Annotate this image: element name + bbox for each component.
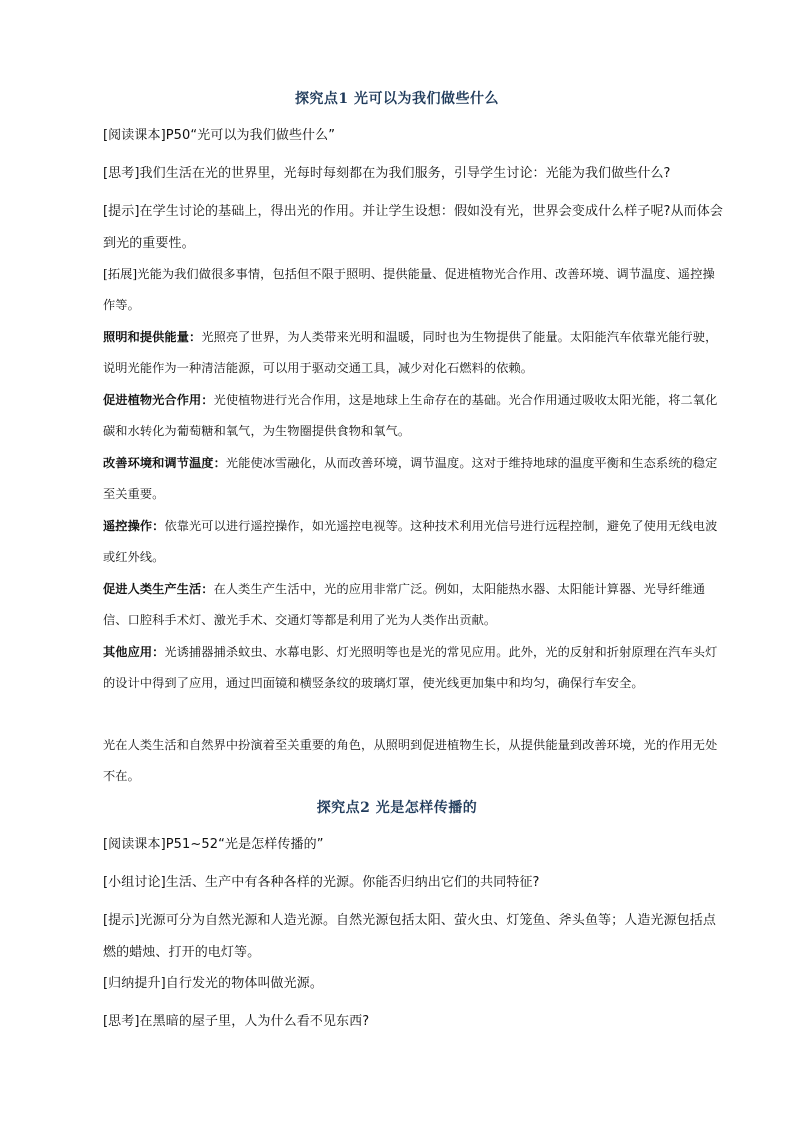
paragraph-lead: 改善环境和调节温度：	[103, 456, 226, 470]
paragraph-read-textbook-2: [阅读课本]P51~52“光是怎样传播的”	[103, 837, 324, 852]
paragraph-summary: 光在人类生活和自然界中扮演着至关重要的角色，从照明到促进植物生长，从提供能量到改善环境，光的作用无处不在。	[103, 738, 718, 783]
paragraph-lead: 其他应用：	[103, 645, 165, 659]
paragraph-body: 在人类生产生活中，光的应用非常广泛。例如，太阳能热水器、太阳能计算器、光导纤维通信、口腔科手术灯、激光手术、交通灯等都是利用了光为人类作出贡献。	[103, 582, 706, 627]
paragraph-body: 光照亮了世界，为人类带来光明和温暖，同时也为生物提供了能量。太阳能汽车依靠光能行驶，说明光能作为一种清洁能源，可以用于驱动交通工具，减少对化石燃料的依赖。	[103, 330, 718, 375]
paragraph-hint-2: [提示]光源可分为自然光源和人造光源。自然光源包括太阳、萤火虫、灯笼鱼、斧头鱼等；人造光源包括点燃的蜡烛、打开的电灯等。	[103, 913, 716, 960]
paragraph-group-discussion: [小组讨论]生活、生产中有各种各样的光源。你能否归纳出它们的共同特征?	[103, 875, 540, 890]
paragraph-body: 光诱捕器捕杀蚊虫、水幕电影、灯光照明等也是光的常见应用。此外，光的反射和折射原理在汽车头灯的设计中得到了应用，通过凹面镜和横竖条纹的玻璃灯罩，使光线更加集中和均匀，确保行车安全。	[103, 645, 718, 690]
paragraph-photosynthesis	[103, 385, 723, 447]
paragraph-remote-control	[103, 511, 723, 573]
paragraph-lead: 促进植物光合作用：	[103, 393, 214, 407]
paragraph-extension: [拓展]光能为我们做很多事情，包括但不限于照明、提供能量、促进植物光合作用、改善环境、调节温度、遥控操作等。	[103, 267, 715, 312]
paragraph-body: 依靠光可以进行遥控操作，如光遥控电视等。这种技术利用光信号进行远程控制，避免了使用无线电波或红外线。	[103, 519, 718, 564]
paragraph-lighting-energy	[103, 322, 723, 384]
paragraph-read-textbook-1: [阅读课本]P50“光可以为我们做些什么”	[103, 128, 336, 143]
paragraph-other-applications	[103, 637, 723, 699]
paragraph-lead: 遥控操作：	[103, 519, 165, 533]
paragraph-production-life	[103, 574, 723, 636]
paragraph-lead: 促进人类生产生活：	[103, 582, 214, 596]
paragraph-environment-temperature	[103, 448, 723, 510]
paragraph-body: 光使植物进行光合作用，这是地球上生命存在的基础。光合作用通过吸收太阳光能，将二氧化碳和水转化为葡萄糖和氧气，为生物圈提供食物和氧气。	[103, 393, 718, 438]
paragraph-hint-1: [提示]在学生讨论的基础上，得出光的作用。并让学生设想：假如没有光，世界会变成什么样子呢?从而体会到光的重要性。	[103, 204, 723, 251]
section-heading-2: 探究点2 光是怎样传播的	[316, 800, 478, 816]
paragraph-think-2: [思考]在黑暗的屋子里，人为什么看不见东西?	[103, 1014, 370, 1029]
paragraph-conclusion: [归纳提升]自行发光的物体叫做光源。	[103, 976, 323, 991]
paragraph-lead: 照明和提供能量：	[103, 330, 202, 344]
paragraph-body: 光能使冰雪融化，从而改善环境，调节温度。这对于维持地球的温度平衡和生态系统的稳定至关重要。	[103, 456, 718, 501]
paragraph-think-1: [思考]我们生活在光的世界里，光每时每刻都在为我们服务，引导学生讨论：光能为我们做些什么?	[103, 166, 671, 181]
section-heading-1: 探究点1 光可以为我们做些什么	[294, 91, 500, 107]
